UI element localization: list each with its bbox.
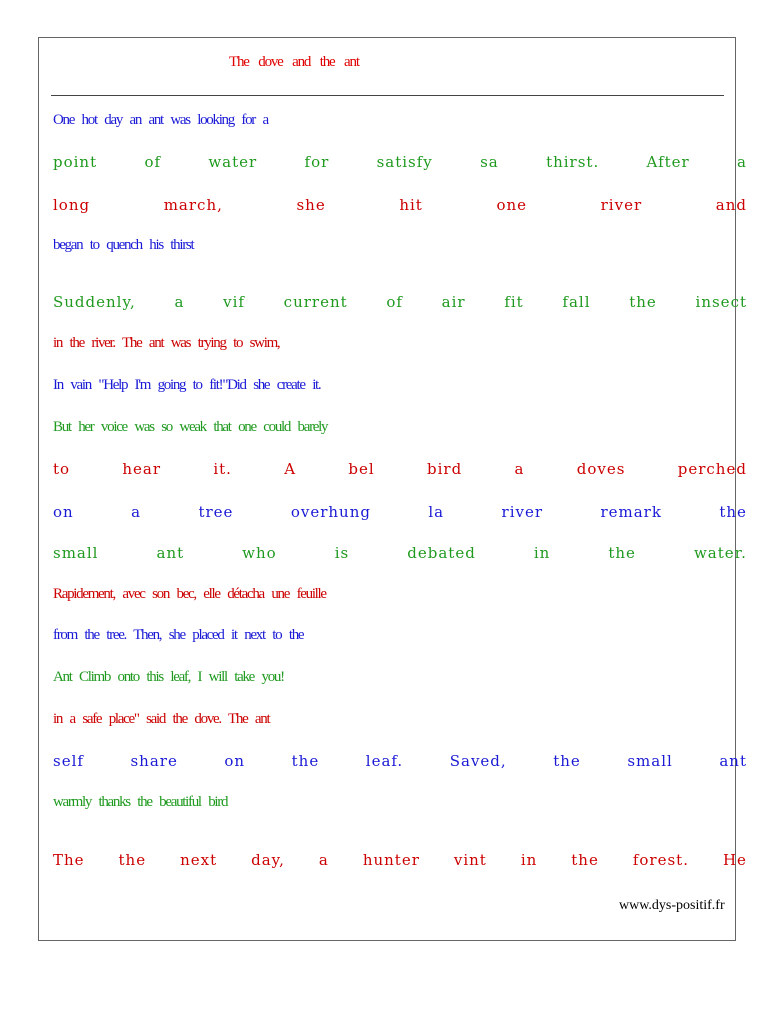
text-word: satisfy <box>376 153 433 171</box>
text-word: on <box>53 503 74 521</box>
text-line-15: in a safe place" said the dove. The ant <box>53 711 270 727</box>
text-word: A <box>284 460 297 478</box>
text-word: self <box>53 752 84 770</box>
text-word: vif <box>223 293 245 311</box>
text-word: thirst. <box>546 153 600 171</box>
website-footer: www.dys-positif.fr <box>619 898 725 913</box>
text-word: it. <box>213 460 232 478</box>
text-word: doves <box>576 460 626 478</box>
text-line-14: Ant Climb onto this leaf, I will take you! <box>53 669 284 685</box>
text-word: leaf. <box>365 752 404 770</box>
text-word: small <box>627 752 673 770</box>
text-word: next <box>180 851 218 869</box>
text-word: water. <box>693 544 747 562</box>
text-word: water <box>208 153 258 171</box>
text-word: the <box>571 851 599 869</box>
text-word: to <box>53 460 71 478</box>
text-word: the <box>118 851 147 869</box>
text-word: for <box>304 153 330 171</box>
text-line-3 <box>53 196 747 214</box>
text-line-2 <box>53 153 747 171</box>
text-word: who <box>242 544 277 562</box>
text-word: long <box>53 196 91 214</box>
text-word: sa <box>480 153 499 171</box>
text-word: forest. <box>632 851 689 869</box>
text-line-11 <box>53 544 747 562</box>
text-word: point <box>53 153 98 171</box>
text-word: bel <box>348 460 375 478</box>
text-word: in <box>520 851 538 869</box>
text-word: day, <box>251 851 285 869</box>
text-word: debated <box>407 544 476 562</box>
text-word: small <box>53 544 99 562</box>
text-word: la <box>428 503 445 521</box>
text-word: insect <box>695 293 747 311</box>
text-word: vint <box>453 851 487 869</box>
text-word: march, <box>163 196 223 214</box>
title-divider <box>51 95 724 96</box>
text-word: and <box>715 196 747 214</box>
text-word: ant <box>156 544 185 562</box>
text-line-18 <box>53 851 747 869</box>
text-word: ant <box>719 752 747 770</box>
text-word: bird <box>427 460 463 478</box>
text-word: After <box>646 153 690 171</box>
text-line-4: began to quench his thirst <box>53 237 194 253</box>
text-line-9 <box>53 460 747 478</box>
text-word: fall <box>562 293 591 311</box>
text-line-13: from the tree. Then, she placed it next to the <box>53 627 304 643</box>
text-line-8: But her voice was so weak that one could barely <box>53 419 328 435</box>
text-word: one <box>496 196 528 214</box>
text-word: a <box>514 460 525 478</box>
text-word: the <box>291 752 320 770</box>
text-line-7: In vain "Help I'm going to fit!"Did she create it. <box>53 377 321 393</box>
text-word: hit <box>399 196 423 214</box>
text-word: she <box>296 196 326 214</box>
text-word: tree <box>198 503 234 521</box>
text-word: river <box>501 503 544 521</box>
text-word: hunter <box>362 851 420 869</box>
text-line-17: warmly thanks the beautiful bird <box>53 794 228 810</box>
text-word: a <box>131 503 142 521</box>
text-word: a <box>318 851 329 869</box>
text-word: a <box>737 153 747 171</box>
text-word: overhung <box>290 503 371 521</box>
text-word: on <box>224 752 246 770</box>
text-word: fit <box>504 293 524 311</box>
text-word: the <box>719 503 747 521</box>
text-word: share <box>130 752 178 770</box>
text-line-1: One hot day an ant was looking for a <box>53 112 268 128</box>
text-word: the <box>629 293 657 311</box>
text-word: current <box>283 293 348 311</box>
text-word: air <box>441 293 466 311</box>
text-word: in <box>533 544 551 562</box>
text-word: Saved, <box>449 752 507 770</box>
text-word: remark <box>600 503 662 521</box>
text-line-10 <box>53 503 747 521</box>
text-word: The <box>53 851 85 869</box>
text-word: He <box>722 851 747 869</box>
text-word: of <box>144 153 162 171</box>
text-line-5 <box>53 293 747 311</box>
text-line-6: in the river. The ant was trying to swim, <box>53 335 280 351</box>
text-word: Suddenly, <box>53 293 136 311</box>
text-line-12: Rapidement, avec son bec, elle détacha une feuille <box>53 586 326 602</box>
text-word: hear <box>122 460 162 478</box>
text-word: the <box>608 544 636 562</box>
text-word: of <box>386 293 403 311</box>
text-word: a <box>174 293 185 311</box>
text-word: the <box>553 752 581 770</box>
text-word: river <box>600 196 643 214</box>
text-word: is <box>334 544 350 562</box>
text-word: perched <box>677 460 747 478</box>
document-title: The dove and the ant <box>229 54 359 70</box>
text-line-16 <box>53 752 747 770</box>
